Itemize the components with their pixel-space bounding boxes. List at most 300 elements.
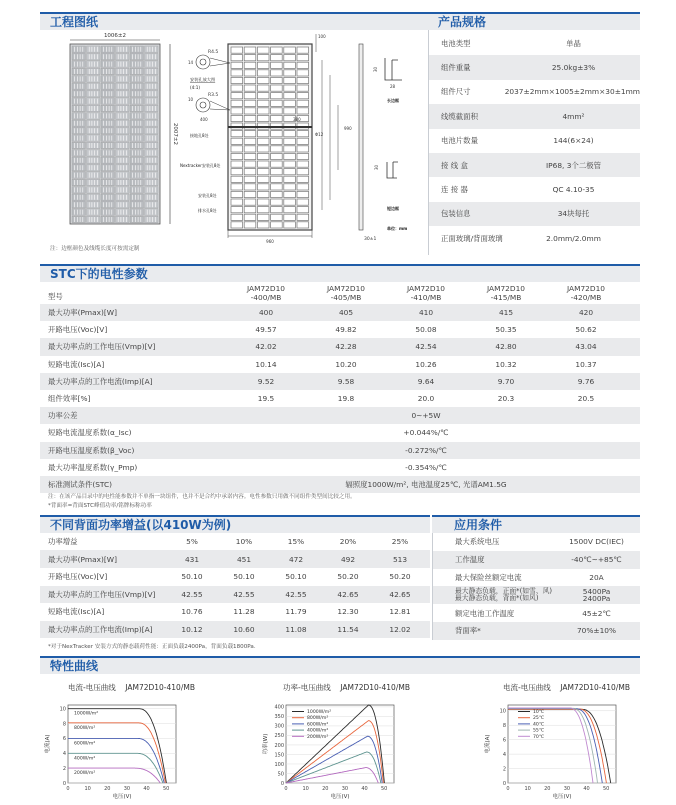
legend-label: 800W/m²	[74, 725, 96, 731]
engineering-drawing	[40, 30, 428, 255]
spec-value: 34块每托	[557, 209, 590, 219]
cell-outline	[231, 214, 243, 220]
spec-label: 组件重量	[441, 63, 471, 73]
gain-header: 5%	[186, 537, 198, 547]
row-value: 43.04	[575, 342, 597, 352]
chart-subtitle-text: JAM72D10-410/MB	[560, 683, 630, 692]
y-tick-label: 50	[277, 771, 284, 778]
cell-outline	[257, 199, 269, 205]
cell-outline	[297, 70, 309, 76]
row-value: 11.28	[233, 607, 255, 617]
dim-phi12: Φ12	[315, 132, 324, 137]
solar-cell	[72, 83, 86, 90]
cell-outline	[271, 199, 283, 205]
gain-header: 15%	[287, 537, 305, 547]
y-tick-label: 4	[62, 751, 66, 758]
solar-cell	[145, 150, 159, 157]
model-name: JAM72D10	[247, 284, 285, 293]
row-label: 组件效率[%]	[48, 394, 91, 404]
x-tick-label: 40	[361, 786, 368, 792]
row-label: 功率公差	[48, 411, 78, 421]
x-tick-label: 20	[104, 786, 111, 792]
solar-cell	[116, 172, 130, 179]
row-value: 431	[184, 554, 200, 564]
solar-cell	[87, 216, 101, 223]
table-row	[40, 568, 430, 586]
legend-label: 600W/m²	[307, 722, 329, 728]
cell-outline	[271, 138, 283, 144]
cell-outline	[271, 62, 283, 68]
bifacial-note: *对于NexTracker 安装方式的静态载荷性能：正面负载2400Pa，背面负载1800Pa.	[48, 644, 256, 650]
section-title: 工程图纸	[50, 15, 99, 29]
cell-outline	[244, 161, 256, 167]
x-axis-label: 电压(V)	[552, 794, 572, 800]
legend-label: 200W/m²	[74, 771, 96, 777]
cell-outline	[297, 169, 309, 175]
chart-2-title	[283, 682, 410, 693]
cell-outline	[271, 207, 283, 213]
dim-28: 28	[390, 84, 396, 89]
spec-row	[429, 202, 640, 226]
solar-cell	[72, 164, 86, 171]
x-axis-label: 电压(V)	[112, 794, 132, 800]
dim-30-long: 30	[373, 66, 378, 72]
section-header-conditions	[432, 515, 640, 533]
dim-30pm1: 30±1	[364, 237, 377, 242]
solar-cell	[87, 46, 101, 53]
spec-value: 2037±2mm×1005±2mm×30±1mm	[504, 87, 640, 97]
cell-outline	[257, 176, 269, 182]
section-title: STC下的电性参数	[50, 267, 148, 281]
cell-outline	[244, 214, 256, 220]
cell-outline	[231, 169, 243, 175]
model-header	[546, 284, 626, 302]
row-label: 开路电压(Voc)[V]	[48, 325, 108, 335]
row-value: 42.02	[255, 342, 277, 352]
solar-cell	[116, 187, 130, 194]
cell-outline	[231, 55, 243, 61]
solar-cell	[130, 135, 144, 142]
solar-cell	[87, 53, 101, 60]
table-row	[40, 459, 640, 476]
y-tick-label: 0	[280, 780, 284, 787]
solar-cell	[130, 98, 144, 105]
cell-outline	[284, 207, 296, 213]
cell-outline	[231, 176, 243, 182]
cell-outline	[297, 207, 309, 213]
table-row	[40, 603, 430, 621]
cell-outline	[271, 47, 283, 53]
table-row	[40, 476, 640, 493]
spec-label: 电池类型	[441, 38, 471, 48]
row-label: 短路电流(Isc)[A]	[48, 607, 105, 617]
solar-cell	[116, 194, 130, 201]
dim-30-short: 30	[374, 164, 379, 170]
solar-cell	[101, 172, 115, 179]
cell-outline	[257, 47, 269, 53]
row-value: 9.58	[337, 376, 355, 386]
model-suffix: -400/MB	[250, 293, 282, 302]
row-value: -0.272%/℃	[405, 445, 447, 455]
cell-outline	[231, 62, 243, 68]
row-value: 10.76	[181, 607, 203, 617]
y-tick-label: 10	[59, 706, 66, 713]
table-row	[40, 373, 640, 390]
cell-outline	[284, 62, 296, 68]
solar-cell	[87, 98, 101, 105]
solar-cell	[145, 179, 159, 186]
solar-cell	[101, 194, 115, 201]
solar-cell	[87, 194, 101, 201]
cell-outline	[244, 169, 256, 175]
table-header-row	[40, 533, 430, 550]
spec-label: 包装信息	[441, 209, 471, 219]
solar-cell	[72, 46, 86, 53]
row-label: 最大功率点的工作电流(Imp)[A]	[48, 376, 153, 386]
cell-outline	[231, 184, 243, 190]
iv-irradiance-chart	[40, 695, 190, 803]
solar-cell	[72, 120, 86, 127]
legend-label: 55℃	[533, 728, 545, 734]
model-name: JAM72D10	[407, 284, 445, 293]
solar-cell	[101, 150, 115, 157]
x-tick-label: 50	[602, 786, 610, 792]
solar-cell	[72, 90, 86, 97]
cell-outline	[257, 184, 269, 190]
dim-14: 14	[188, 60, 194, 65]
row-value: 9.70	[497, 376, 515, 386]
row-value: 42.65	[337, 589, 359, 599]
solar-cell	[101, 187, 115, 194]
solar-cell	[101, 105, 115, 112]
cell-outline	[271, 108, 283, 114]
table-row	[40, 321, 640, 338]
solar-cell	[116, 53, 130, 60]
condition-value: 45±2℃	[582, 608, 611, 618]
row-value: 415	[498, 308, 514, 318]
specs-table	[429, 31, 640, 251]
cell-outline	[284, 70, 296, 76]
cell-outline	[297, 93, 309, 99]
cell-outline	[257, 161, 269, 167]
solar-cell	[130, 127, 144, 134]
cell-outline	[284, 153, 296, 159]
row-value: +0.044%/℃	[403, 428, 449, 438]
dim-10: 10	[188, 97, 194, 102]
solar-cell	[72, 61, 86, 68]
solar-cell	[87, 83, 101, 90]
solar-cell	[87, 187, 101, 194]
cell-outline	[297, 47, 309, 53]
condition-label	[433, 588, 553, 602]
cell-outline	[257, 77, 269, 83]
cell-outline	[284, 138, 296, 144]
solar-cell	[87, 105, 101, 112]
table-row	[40, 338, 640, 355]
condition-row	[433, 569, 640, 587]
table-row	[40, 586, 430, 604]
solar-cell	[145, 187, 159, 194]
cell-outline	[284, 131, 296, 137]
solar-cell	[72, 142, 86, 149]
section-header-bifacial	[40, 515, 430, 533]
row-value: 50.20	[389, 572, 411, 582]
condition-label: 最大保险丝额定电流	[455, 572, 522, 582]
condition-row	[433, 551, 640, 569]
cell-outline	[284, 108, 296, 114]
row-value: 50.62	[575, 325, 597, 335]
solar-cell	[130, 194, 144, 201]
model-suffix: -415/MB	[490, 293, 522, 302]
hole-detail-scale: (4:1)	[190, 85, 201, 90]
solar-cell	[101, 157, 115, 164]
solar-cell	[72, 135, 86, 142]
x-tick-label: 50	[162, 786, 170, 792]
condition-label-back: 最大静态负载，背面*(如风)	[455, 594, 539, 603]
section-title: 特性曲线	[50, 659, 99, 673]
row-value: 42.55	[285, 589, 307, 599]
x-tick-label: 10	[84, 786, 91, 792]
cell-outline	[244, 85, 256, 91]
cell-outline	[297, 222, 309, 228]
cell-outline	[231, 131, 243, 137]
table-row	[40, 407, 640, 424]
legend-label: 400W/m²	[74, 756, 96, 762]
cell-outline	[284, 47, 296, 53]
y-tick-label: 250	[274, 733, 284, 740]
row-label: 标准测试条件(STC)	[48, 479, 113, 489]
row-value: 10.12	[181, 625, 203, 635]
cell-outline	[244, 100, 256, 106]
cell-outline	[297, 100, 309, 106]
x-tick-label: 20	[544, 786, 551, 792]
solar-cell	[72, 76, 86, 83]
cell-outline	[231, 191, 243, 197]
row-value: 11.79	[285, 607, 307, 617]
solar-cell	[101, 98, 115, 105]
solar-cell	[130, 164, 144, 171]
cell-outline	[297, 184, 309, 190]
solar-cell	[116, 209, 130, 216]
chart-subtitle-text: JAM72D10-410/MB	[340, 683, 410, 692]
row-value: 49.57	[255, 325, 277, 335]
condition-label: 额定电池工作温度	[455, 608, 515, 618]
solar-cell	[87, 209, 101, 216]
frame-profiles	[359, 44, 407, 242]
legend-label: 25℃	[533, 716, 545, 722]
cell-outline	[244, 184, 256, 190]
spec-value: QC 4.10-35	[552, 185, 595, 195]
condition-value: -40℃~+85℃	[571, 555, 622, 565]
cell-outline	[284, 77, 296, 83]
x-tick-label: 0	[506, 786, 510, 792]
table-row	[40, 356, 640, 373]
solar-cell	[116, 113, 130, 120]
solar-cell	[145, 68, 159, 75]
spec-row	[429, 80, 640, 104]
solar-cell	[101, 164, 115, 171]
row-value: 405	[338, 308, 354, 318]
hole-r45: R4.5	[208, 50, 219, 55]
solar-cell	[87, 127, 101, 134]
y-tick-label: 0	[502, 780, 506, 787]
model-header	[386, 284, 466, 302]
cell-outline	[231, 108, 243, 114]
row-value: 50.20	[337, 572, 359, 582]
solar-cell	[116, 179, 130, 186]
legend-label: 400W/m²	[307, 728, 329, 734]
condition-row	[433, 586, 640, 604]
cell-outline	[244, 131, 256, 137]
x-tick-label: 50	[380, 786, 388, 792]
gain-header: 10%	[235, 537, 253, 547]
cell-outline	[271, 85, 283, 91]
solar-cell	[101, 83, 115, 90]
chart-3-title	[503, 682, 630, 693]
solar-cell	[87, 68, 101, 75]
cell-outline	[284, 176, 296, 182]
cell-outline	[244, 146, 256, 152]
y-tick-label: 150	[274, 752, 284, 759]
label-nextracker-holes: Nextracker安装孔8处	[180, 163, 221, 168]
y-tick-label: 400	[274, 704, 284, 711]
cell-outline	[231, 70, 243, 76]
y-tick-label: 6	[62, 736, 66, 743]
solar-cell	[116, 216, 130, 223]
cell-outline	[271, 77, 283, 83]
cell-outline	[244, 191, 256, 197]
y-axis-label: 电流(A)	[485, 734, 491, 754]
spec-value: 144(6×24)	[553, 136, 594, 146]
table-row	[40, 442, 640, 459]
solar-cell	[116, 61, 130, 68]
solar-cell	[130, 187, 144, 194]
cell-outline	[284, 222, 296, 228]
cell-outline	[297, 108, 309, 114]
row-value: 11.08	[285, 625, 307, 635]
legend-label: 600W/m²	[74, 741, 96, 747]
legend-label: 1000W/m²	[74, 711, 99, 717]
cell-outline	[244, 77, 256, 83]
table-row	[40, 621, 430, 639]
solar-cell	[116, 90, 130, 97]
cell-outline	[257, 85, 269, 91]
dim-400: 400	[200, 117, 208, 122]
row-value: 20.0	[417, 394, 435, 404]
spec-value: 25.0kg±3%	[551, 63, 596, 73]
cell-outline	[257, 108, 269, 114]
solar-cell	[145, 194, 159, 201]
solar-cell	[72, 194, 86, 201]
model-header	[466, 284, 546, 302]
row-value: 12.81	[389, 607, 411, 617]
cell-outline	[231, 153, 243, 159]
solar-cell	[116, 46, 130, 53]
chart-subtitle-text: JAM72D10-410/MB	[125, 683, 195, 692]
row-value: 19.8	[337, 394, 355, 404]
solar-cell	[130, 172, 144, 179]
cell-outline	[231, 47, 243, 53]
row-value: 20.5	[577, 394, 595, 404]
x-tick-label: 10	[302, 786, 309, 792]
cell-outline	[297, 176, 309, 182]
solar-cell	[101, 209, 115, 216]
row-value: 49.82	[335, 325, 357, 335]
row-value: 451	[236, 554, 252, 564]
table-row	[40, 550, 430, 568]
solar-cell	[130, 157, 144, 164]
cell-outline	[271, 146, 283, 152]
condition-row	[433, 533, 640, 551]
cell-outline	[297, 138, 309, 144]
cell-outline	[271, 222, 283, 228]
cell-outline	[284, 191, 296, 197]
solar-cell	[145, 105, 159, 112]
spec-label: 线缆截面积	[441, 111, 478, 121]
cell-outline	[297, 191, 309, 197]
solar-cell	[145, 113, 159, 120]
cell-outline	[257, 169, 269, 175]
solar-cell	[87, 157, 101, 164]
cell-outline	[231, 146, 243, 152]
condition-value: 20A	[589, 572, 604, 582]
cell-outline	[257, 62, 269, 68]
condition-label-front: 最大静态负载，正面*(如雪、风)	[455, 587, 553, 596]
cell-outline	[244, 93, 256, 99]
cell-outline	[257, 70, 269, 76]
cell-outline	[297, 55, 309, 61]
cell-outline	[271, 100, 283, 106]
solar-cell	[101, 76, 115, 83]
row-value: 10.20	[335, 359, 357, 369]
row-label: 开路电压(Voc)[V]	[48, 572, 108, 582]
module-back-view	[180, 34, 352, 244]
condition-value: 70%±10%	[576, 626, 617, 636]
condition-row	[433, 604, 640, 622]
cell-outline	[244, 138, 256, 144]
row-value: 11.54	[337, 625, 359, 635]
row-value: 10.60	[233, 625, 255, 635]
condition-value	[553, 588, 640, 602]
solar-cell	[145, 135, 159, 142]
row-label: 最大功率(Pmax)[W]	[48, 554, 117, 564]
row-value: 513	[392, 554, 408, 564]
solar-cell	[72, 209, 86, 216]
cell-outline	[297, 77, 309, 83]
row-value: 420	[578, 308, 594, 318]
cell-outline	[231, 85, 243, 91]
header-label: 功率增益	[48, 537, 78, 547]
solar-cell	[145, 142, 159, 149]
cell-outline	[271, 176, 283, 182]
cell-outline	[284, 55, 296, 61]
solar-cell	[87, 164, 101, 171]
cell-outline	[271, 191, 283, 197]
cell-outline	[257, 93, 269, 99]
solar-cell	[101, 120, 115, 127]
solar-cell	[101, 179, 115, 186]
solar-cell	[87, 142, 101, 149]
cell-outline	[284, 93, 296, 99]
table-row	[40, 304, 640, 321]
cell-outline	[271, 153, 283, 159]
cell-outline	[271, 214, 283, 220]
solar-cell	[116, 150, 130, 157]
x-tick-label: 20	[322, 786, 329, 792]
solar-cell	[116, 120, 130, 127]
solar-cell	[116, 201, 130, 208]
solar-cell	[145, 201, 159, 208]
